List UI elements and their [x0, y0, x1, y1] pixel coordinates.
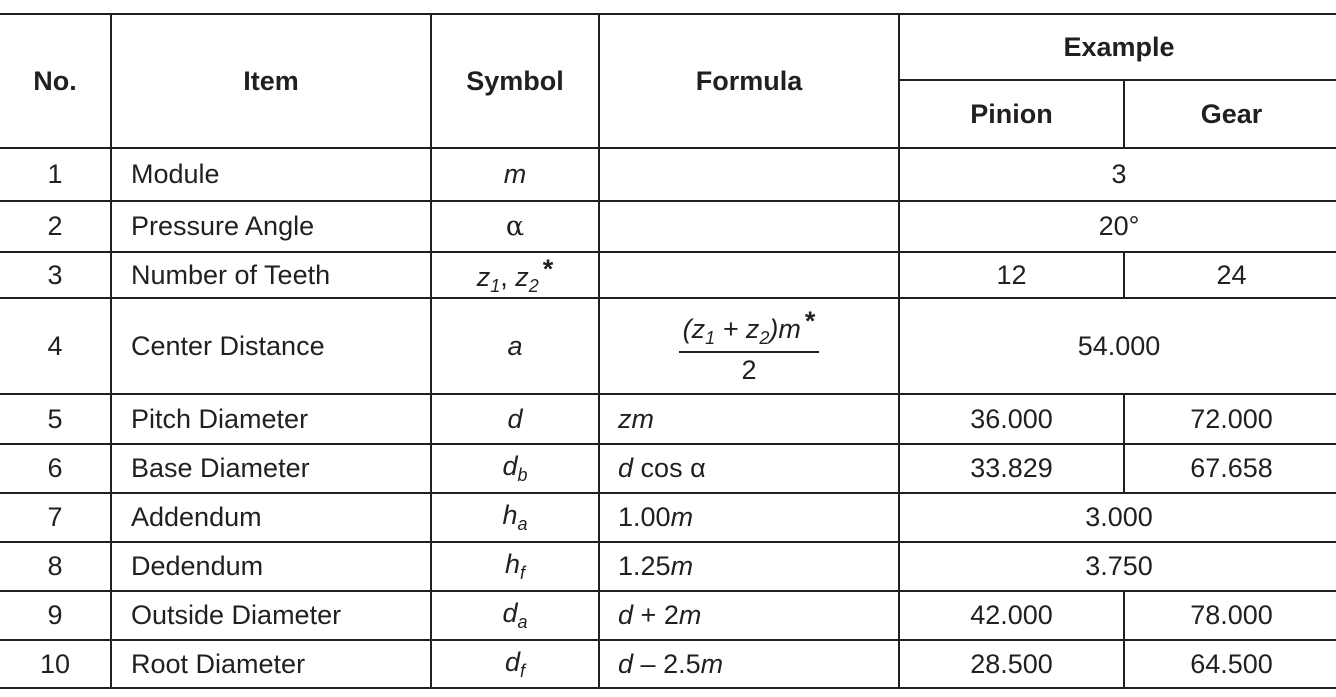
row-no: 4: [0, 298, 111, 394]
f-part: m: [670, 551, 694, 581]
row-pinion: 33.829: [899, 444, 1124, 493]
row-formula: [599, 298, 899, 394]
symbol-base: z: [515, 261, 529, 292]
symbol-sub: f: [520, 660, 526, 681]
row-item: Pitch Diameter: [111, 394, 431, 444]
header-pinion: Pinion: [899, 80, 1124, 148]
f-part: m: [678, 600, 702, 630]
row-value: 3.750: [899, 542, 1336, 591]
row-formula: [599, 148, 899, 201]
f-part: 1.25: [618, 551, 671, 581]
row-symbol: [431, 542, 599, 591]
header-no: No.: [0, 14, 111, 148]
table-row: [0, 640, 1336, 688]
row-pinion: 12: [899, 252, 1124, 298]
f-part: – 2.5: [640, 648, 701, 679]
row-item: Addendum: [111, 493, 431, 542]
table-row: [0, 148, 1336, 201]
formula-text: zm: [618, 403, 654, 434]
symbol-text: a: [507, 330, 523, 361]
f-part: m: [700, 648, 724, 679]
row-symbol: [431, 493, 599, 542]
row-pinion: 36.000: [899, 394, 1124, 444]
row-formula: [599, 542, 899, 591]
symbol-text: m: [503, 159, 527, 189]
table-row: [0, 542, 1336, 591]
header-formula: Formula: [599, 14, 899, 148]
f-part: )m: [769, 314, 801, 344]
symbol-base: d: [504, 646, 520, 677]
row-gear: 67.658: [1124, 444, 1336, 493]
f-part: d: [618, 648, 634, 679]
symbol-base: d: [502, 598, 518, 628]
table-row: [0, 591, 1336, 640]
row-value: 54.000: [899, 298, 1336, 394]
row-value: 3: [899, 148, 1336, 201]
symbol-sub: f: [520, 563, 526, 583]
row-item: Dedendum: [111, 542, 431, 591]
row-pinion: 28.500: [899, 640, 1124, 688]
f-sub: 1: [705, 328, 716, 348]
symbol-sub: a: [517, 514, 528, 534]
f-part: d: [618, 600, 634, 630]
row-formula: [599, 444, 899, 493]
row-symbol: [431, 640, 599, 688]
symbol-base: h: [504, 549, 520, 579]
asterisk-mark: *: [542, 253, 554, 284]
symbol-base: h: [502, 500, 518, 530]
row-symbol: α: [431, 201, 599, 252]
row-gear: 64.500: [1124, 640, 1336, 688]
row-value: 3.000: [899, 493, 1336, 542]
f-part: + z: [722, 314, 760, 344]
row-item: Center Distance: [111, 298, 431, 394]
row-symbol: [431, 591, 599, 640]
row-value: 20°: [899, 201, 1336, 252]
f-part: (z: [682, 314, 706, 344]
f-sub: 2: [759, 328, 770, 348]
row-item: Outside Diameter: [111, 591, 431, 640]
f-part: + 2: [640, 600, 679, 630]
row-formula: [599, 640, 899, 688]
gear-calculation-table: [0, 13, 1336, 689]
row-gear: 78.000: [1124, 591, 1336, 640]
asterisk-mark: *: [804, 306, 816, 336]
row-item: Root Diameter: [111, 640, 431, 688]
table-row: [0, 298, 1336, 394]
row-formula: [599, 394, 899, 444]
table-row: [0, 444, 1336, 493]
row-no: 1: [0, 148, 111, 201]
table-row: [0, 493, 1336, 542]
header-item: Item: [111, 14, 431, 148]
symbol-sub: b: [517, 465, 528, 485]
row-symbol: [431, 252, 599, 298]
symbol-text: d: [507, 403, 523, 434]
f-part: cos α: [640, 453, 706, 483]
symbol-sub: a: [517, 612, 528, 632]
row-no: 9: [0, 591, 111, 640]
row-symbol: [431, 394, 599, 444]
row-no: 10: [0, 640, 111, 688]
row-no: 8: [0, 542, 111, 591]
row-formula: [599, 201, 899, 252]
symbol-sub: 2: [528, 275, 539, 296]
row-no: 2: [0, 201, 111, 252]
row-gear: 72.000: [1124, 394, 1336, 444]
row-item: Pressure Angle: [111, 201, 431, 252]
f-part: d: [618, 453, 634, 483]
row-formula: [599, 493, 899, 542]
header-gear: Gear: [1124, 80, 1336, 148]
row-item: Base Diameter: [111, 444, 431, 493]
table-row: [0, 394, 1336, 444]
row-no: 3: [0, 252, 111, 298]
header-symbol: Symbol: [431, 14, 599, 148]
f-part: m: [670, 502, 694, 532]
row-symbol: [431, 148, 599, 201]
denominator: 2: [741, 355, 757, 385]
fraction: [679, 308, 820, 384]
table-row: [0, 201, 1336, 252]
symbol-base: d: [502, 451, 518, 481]
row-symbol: [431, 444, 599, 493]
row-no: 5: [0, 394, 111, 444]
symbol-base: z: [476, 261, 491, 292]
symbol-sub: 1: [490, 275, 501, 296]
row-no: 6: [0, 444, 111, 493]
symbol-sep: ,: [500, 261, 508, 292]
numerator: [679, 308, 820, 353]
row-gear: 24: [1124, 252, 1336, 298]
header-example: Example: [899, 14, 1336, 80]
row-symbol: [431, 298, 599, 394]
row-pinion: 42.000: [899, 591, 1124, 640]
row-formula: [599, 252, 899, 298]
row-item: Module: [111, 148, 431, 201]
f-part: 1.00: [618, 502, 671, 532]
row-no: 7: [0, 493, 111, 542]
row-formula: [599, 591, 899, 640]
row-item: Number of Teeth: [111, 252, 431, 298]
table-row: [0, 252, 1336, 298]
